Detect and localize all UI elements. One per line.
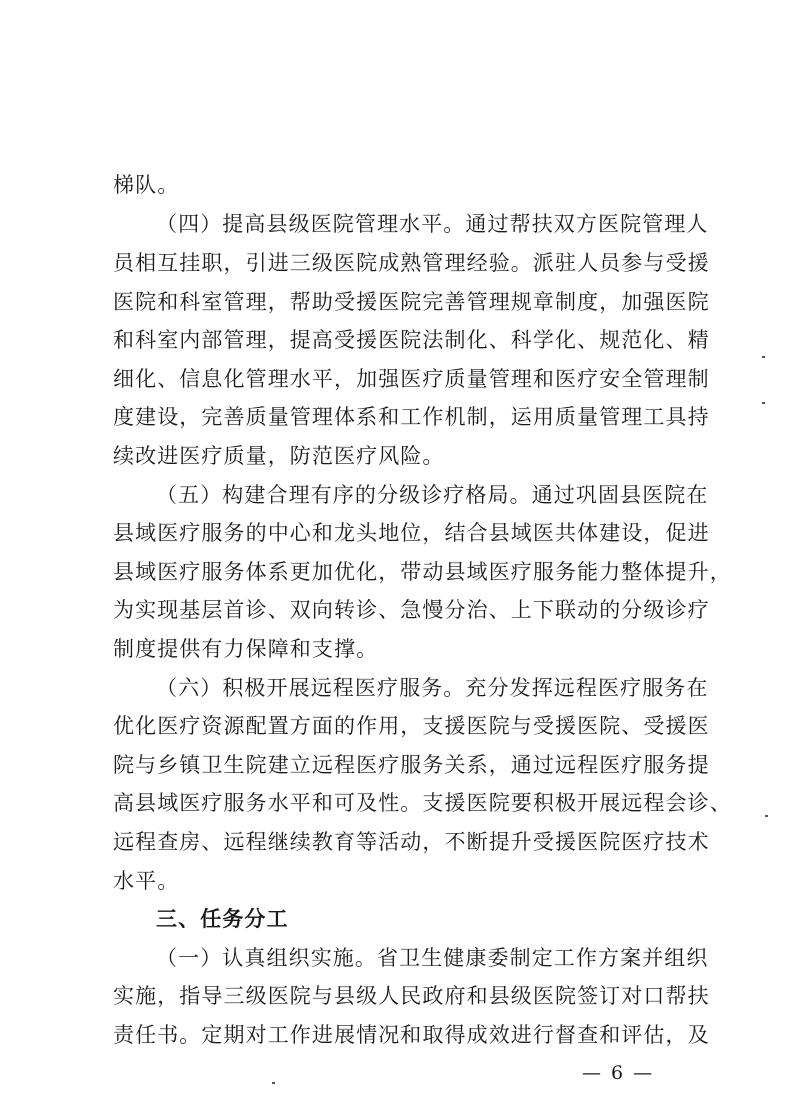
text-line: 水平。 — [113, 869, 180, 893]
scan-speck — [765, 815, 768, 817]
text-line: （一）认真组织实施。省卫生健康委制定工作方案并组织 — [156, 946, 709, 970]
text-line: 县域医疗服务体系更加优化，带动县域医疗服务能力整体提升， — [113, 560, 732, 584]
text-line: 远程查房、远程继续教育等活动，不断提升受援医院医疗技术 — [113, 830, 710, 854]
text-line: 梯队。 — [113, 173, 180, 197]
text-line: 和科室内部管理，提高受援医院法制化、科学化、规范化、精 — [113, 328, 710, 352]
text-line: 制度提供有力保障和支撑。 — [113, 637, 379, 661]
page-number: — 6 — — [582, 1062, 655, 1084]
text-line: （六）积极开展远程医疗服务。充分发挥远程医疗服务在 — [156, 676, 709, 700]
text-line: 责任书。定期对工作进展情况和取得成效进行督查和评估，及 — [113, 1023, 710, 1047]
text-line: 为实现基层首诊、双向转诊、急慢分治、上下联动的分级诊疗 — [113, 598, 710, 622]
text-line: 度建设，完善质量管理体系和工作机制，运用质量管理工具持 — [113, 405, 710, 429]
text-line: 优化医疗资源配置方面的作用，支援医院与受援医院、受援医 — [113, 714, 710, 738]
text-line: 续改进医疗质量，防范医疗风险。 — [113, 444, 445, 468]
text-line: 细化、信息化管理水平，加强医疗质量管理和医疗安全管理制 — [113, 367, 710, 391]
section-heading: 三、任务分工 — [156, 907, 289, 931]
text-line: （五）构建合理有序的分级诊疗格局。通过巩固县医院在 — [156, 483, 709, 507]
scan-speck — [272, 1082, 275, 1084]
text-line: 县域医疗服务的中心和龙头地位，结合县域医共体建设，促进 — [113, 521, 710, 545]
text-line: 员相互挂职，引进三级医院成熟管理经验。派驻人员参与受援 — [113, 251, 710, 275]
text-line: 医院和科室管理，帮助受援医院完善管理规章制度，加强医院 — [113, 290, 710, 314]
text-line: 院与乡镇卫生院建立远程医疗服务关系，通过远程医疗服务提 — [113, 753, 710, 777]
text-line: （四）提高县级医院管理水平。通过帮扶双方医院管理人 — [156, 212, 709, 236]
text-line: 实施，指导三级医院与县级人民政府和县级医院签订对口帮扶 — [113, 984, 710, 1008]
text-line: 高县域医疗服务水平和可及性。支援医院要积极开展远程会诊、 — [113, 791, 732, 815]
scan-speck — [762, 402, 765, 404]
scan-speck — [762, 356, 765, 358]
